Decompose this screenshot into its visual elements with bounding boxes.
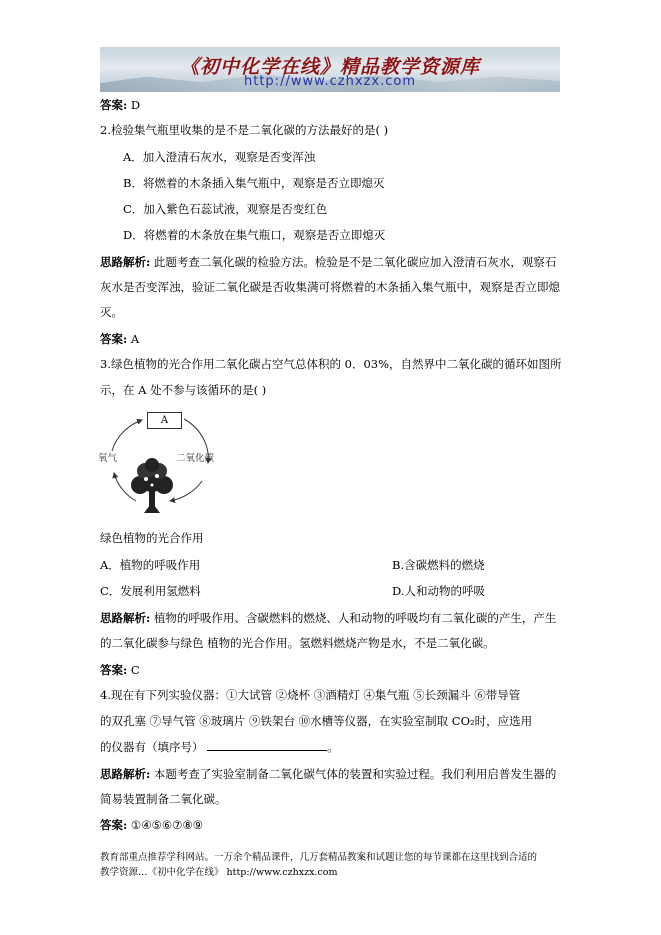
q2-analysis-line-3: 灭。	[100, 305, 123, 319]
analysis-text: 本题考查了实验室制备二氧化碳气体的装置和实验过程。我们利用启普发生器的	[153, 767, 557, 781]
q4-stem-prefix: 的仪器有（填序号）	[100, 740, 204, 754]
q2-option-c: C．加入紫色石蕊试液，观察是否变红色	[123, 202, 328, 216]
q4-analysis-line-1	[100, 766, 556, 782]
analysis-label: 思路解析:	[100, 255, 151, 269]
oxygen-label: 氧气	[98, 453, 118, 464]
tree-icon	[131, 458, 173, 513]
q4-answer	[100, 817, 203, 833]
q4-analysis-line-2: 简易装置制备二氧化碳。	[100, 792, 227, 806]
answer-value: ①④⑤⑥⑦⑧⑨	[130, 818, 204, 832]
footer-line-1: 教育部重点推荐学科网站。一万余个精品课件，几万套精品教案和试题让您的每节课都在这里找到合适的	[100, 852, 538, 863]
q3-option-d: D.人和动物的呼吸	[392, 584, 485, 598]
answer-label: 答案:	[100, 332, 128, 346]
q3-stem-line-2: 示，在 A 处不参与该循环的是( )	[100, 383, 267, 397]
answer-value: A	[130, 332, 140, 346]
q3-option-b: B.含碳燃料的燃烧	[392, 558, 485, 572]
page-footer	[100, 850, 537, 880]
answer-label: 答案:	[100, 663, 128, 677]
q4-stem-suffix: 。	[327, 740, 339, 754]
q3-analysis-line-1	[100, 610, 556, 626]
q2-analysis-line-2: 灰水是否变浑浊，验证二氧化碳是否收集满可将燃着的木条插入集气瓶中，观察是否立即熄	[100, 280, 560, 294]
q2-stem: 2.检验集气瓶里收集的是不是二氧化碳的方法最好的是( )	[100, 123, 389, 137]
q2-option-a: A．加入澄清石灰水，观察是否变浑浊	[123, 150, 316, 164]
header-banner	[100, 47, 560, 92]
q2-analysis-line-1	[100, 254, 556, 270]
analysis-text: 植物的呼吸作用、含碳燃料的燃烧、人和动物的呼吸均有二氧化碳的产生，产生	[153, 611, 557, 625]
q1-answer	[100, 97, 140, 113]
q4-stem-line-1: 4.现在有下列实验仪器：①大试管 ②烧杯 ③酒精灯 ④集气瓶 ⑤长颈漏斗 ⑥带导管	[100, 688, 521, 702]
analysis-label: 思路解析:	[100, 611, 151, 625]
analysis-label: 思路解析:	[100, 767, 151, 781]
q3-option-a: A．植物的呼吸作用	[100, 558, 201, 572]
carbon-cycle-diagram	[96, 405, 236, 520]
q4-stem-line-2: 的双孔塞 ⑦导气管 ⑧玻璃片 ⑨铁架台 ⑩水槽等仪器，在实验室制取 CO₂时，应选用	[100, 714, 533, 728]
q2-option-d: D．将燃着的木条放在集气瓶口，观察是否立即熄灭	[123, 228, 386, 242]
banner-url[interactable]: http://www.czhxzx.com	[244, 74, 416, 89]
banner-title: 《初中化学在线》精品教学资源库	[179, 56, 480, 78]
q3-caption: 绿色植物的光合作用	[100, 531, 204, 545]
answer-blank[interactable]	[207, 739, 327, 751]
q4-stem-line-3	[100, 739, 339, 755]
answer-label: 答案:	[100, 818, 128, 832]
q3-option-c: C．发展利用氢燃料	[100, 584, 201, 598]
q3-analysis-line-2: 的二氧化碳参与绿色 植物的光合作用。氢燃料燃烧产物是水，不是二氧化碳。	[100, 636, 495, 650]
q3-answer	[100, 662, 140, 678]
answer-value: D	[130, 98, 141, 112]
footer-link[interactable]: http://www.czhxzx.com	[226, 867, 338, 878]
q2-option-b: B．将燃着的木条插入集气瓶中，观察是否立即熄灭	[123, 176, 385, 190]
q3-stem-line-1: 3.绿色植物的光合作用二氧化碳占空气总体积的 0．03%，自然界中二氧化碳的循环如图所	[100, 357, 562, 371]
analysis-text: 此题考查二氧化碳的检验方法。检验是不是二氧化碳应加入澄清石灰水，观察石	[153, 255, 557, 269]
footer-text: 教学资源…《初中化学在线》	[100, 867, 224, 878]
q2-answer	[100, 331, 139, 347]
diagram-box-a: A	[147, 412, 182, 429]
answer-value: C	[130, 663, 140, 677]
answer-label: 答案:	[100, 98, 128, 112]
co2-label: 二氧化碳	[176, 453, 215, 464]
footer-line-2	[100, 865, 537, 880]
